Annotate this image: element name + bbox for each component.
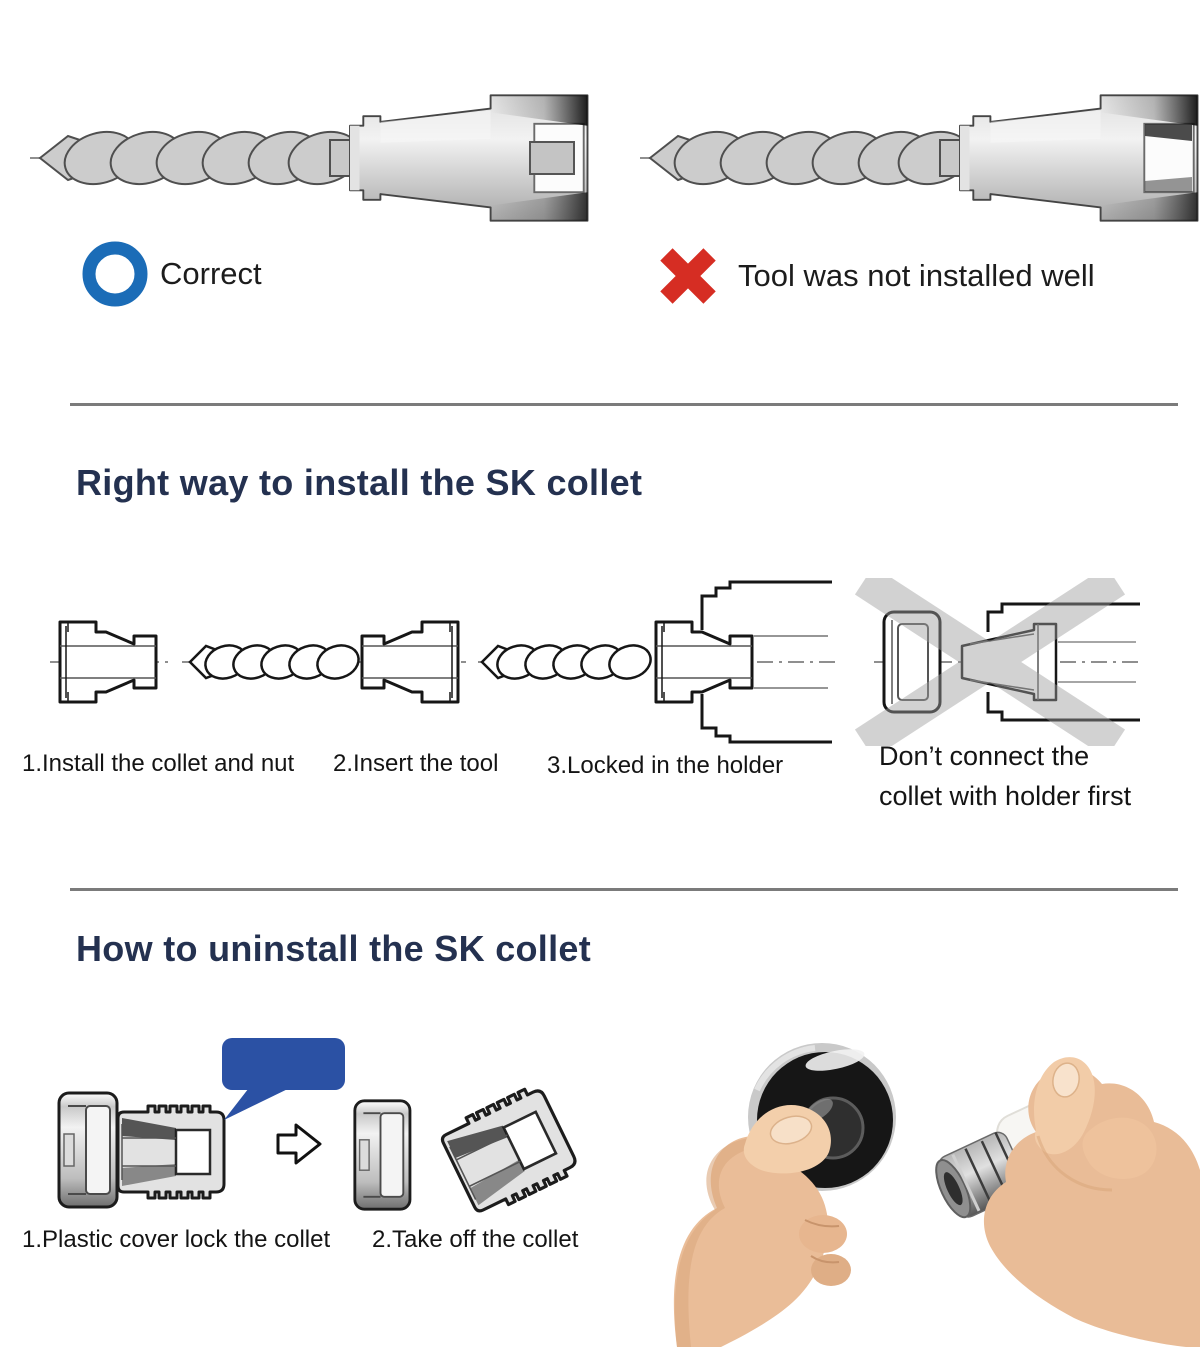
correct-installation-figure [30,95,588,220]
install-section-heading: Right way to install the SK collet [76,462,643,503]
hand-photo [674,1105,851,1347]
uninstall-step2-label: 2.Take off the collet [372,1226,579,1253]
wrong-installation-figure [640,95,1198,220]
tool-shank-end [530,142,574,174]
install-warning-line1: Don’t connect the [879,741,1090,771]
step2-insert-tool-figure [182,622,466,702]
photo-hand-holding-cover [888,1020,1200,1347]
divider-top [70,403,1178,406]
hand-photo [984,1057,1200,1347]
step3-locked-holder-figure [478,582,838,742]
uninstall-diagrams [0,1030,630,1240]
cover-locks-collet-figure [59,1038,345,1207]
take-off-collet-figure [355,1083,580,1219]
photo-hand-holding-nut [625,1020,910,1347]
wrong-verdict [650,238,1095,314]
comparison-diagrams [0,78,1200,248]
wrong-label: Tool was not installed well [738,258,1095,293]
correct-label: Correct [160,256,262,291]
install-step2-label: 2.Insert the tool [333,750,499,777]
correct-circle-icon [82,241,148,307]
wrong-cross-icon [650,238,726,314]
install-step3-label: 3.Locked in the holder [547,752,784,779]
install-warning-line2: collet with holder first [879,781,1132,811]
warning-dont-connect-figure [855,578,1144,746]
step1-collet-nut-figure [50,622,170,702]
plastic-cover-callout [222,1038,345,1120]
uninstall-step1-label: 1.Plastic cover lock the collet [22,1226,331,1253]
install-warning-label [879,736,1131,816]
divider-middle [70,888,1178,891]
install-steps-diagrams [0,578,1200,746]
right-arrow-icon [278,1125,320,1163]
correct-verdict [82,241,262,307]
uninstall-section-heading: How to uninstall the SK collet [76,928,592,969]
install-step1-label: 1.Install the collet and nut [22,750,295,777]
